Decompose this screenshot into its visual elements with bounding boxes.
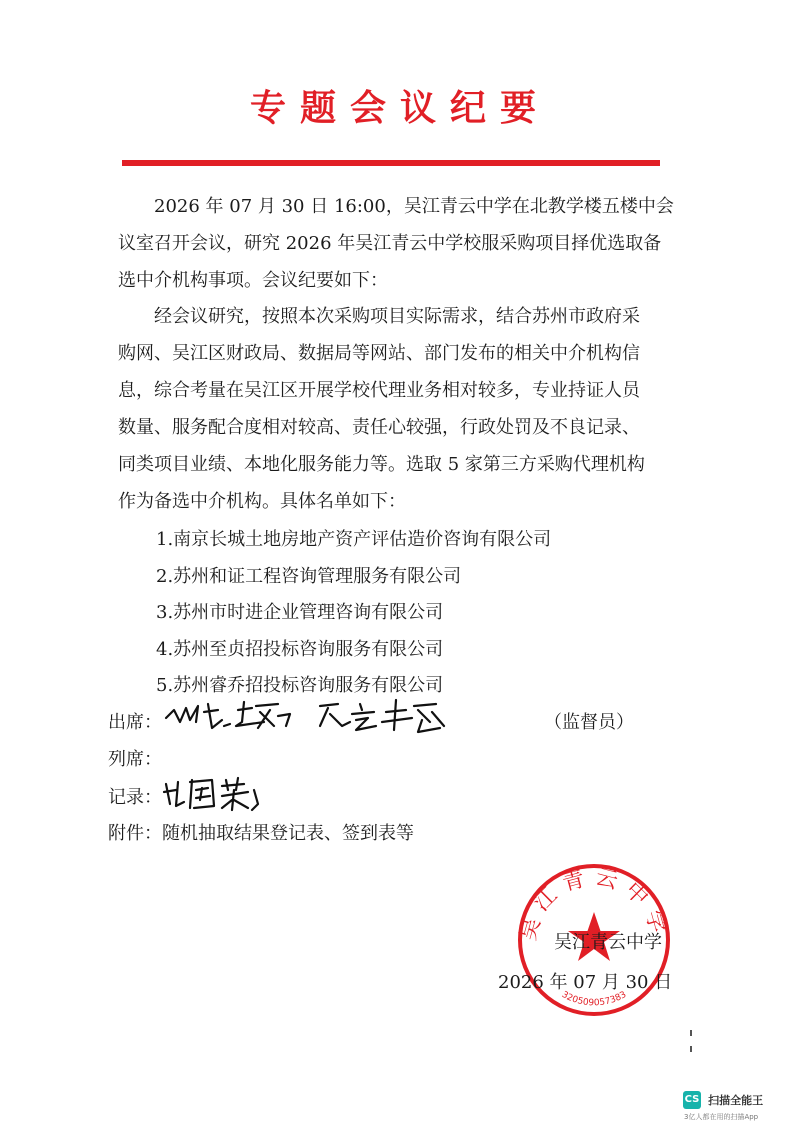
observers-label: 列席：: [108, 749, 162, 770]
agency-list-item: 5.苏州睿乔招投标咨询服务有限公司: [156, 675, 444, 696]
watermark-tagline: 3亿人都在用的扫描App: [684, 1113, 759, 1121]
title-divider: [122, 160, 660, 166]
paragraph-line: 议室召开会议，研究 2026 年吴江青云中学校服采购项目择优选取备: [118, 233, 662, 254]
paragraph-line: 同类项目业绩、本地化服务能力等。选取 5 家第三方采购代理机构: [118, 454, 645, 475]
agency-list-item: 2.苏州和证工程咨询管理服务有限公司: [156, 566, 462, 587]
seal-arc-text: 吴江青云中学: [515, 864, 673, 944]
recorder-label: 记录：: [108, 787, 162, 808]
document-title: 专题会议纪要: [249, 88, 550, 129]
paragraph-line: 作为备选中介机构。具体名单如下：: [118, 491, 406, 512]
watermark-app-name: 扫描全能王: [708, 1093, 764, 1107]
paragraph-line: 息，综合考量在吴江区开展学校代理业务相对较多，专业持证人员: [118, 380, 640, 401]
scan-mark: [690, 1046, 692, 1052]
scanner-watermark: [683, 1089, 791, 1109]
paragraph-decision: [118, 298, 678, 520]
signoff-date: 2026 年 07 月 30 日: [498, 972, 673, 993]
paragraph-line: 2026 年 07 月 30 日 16:00，吴江青云中学在北教学楼五楼中会: [154, 196, 674, 217]
agency-list-item: 1.南京长城土地房地产资产评估造价咨询有限公司: [156, 529, 552, 550]
attendee-signatures: [160, 692, 460, 740]
paragraph-meeting-info: [118, 188, 678, 299]
paragraph-line: 购网、吴江区财政局、数据局等网站、部门发布的相关中介机构信: [118, 343, 640, 364]
agency-list-item: 3.苏州市时进企业管理咨询有限公司: [156, 602, 444, 623]
cs-logo-icon: CS: [683, 1091, 701, 1109]
paragraph-line: 选中介机构事项。会议纪要如下：: [118, 270, 388, 291]
seal-code: 320509057383: [559, 989, 629, 1009]
supervisor-note: （监督员）: [544, 712, 634, 733]
attachments-line: 附件：随机抽取结果登记表、签到表等: [108, 823, 414, 844]
attendees-label: 出席：: [108, 712, 162, 733]
recorder-signature: [160, 770, 270, 816]
paragraph-line: 经会议研究，按照本次采购项目实际需求，结合苏州市政府采: [154, 306, 640, 327]
signoff-organization: 吴江青云中学: [554, 932, 662, 953]
scan-mark: [690, 1030, 692, 1036]
paragraph-line: 数量、服务配合度相对较高、责任心较强，行政处罚及不良记录、: [118, 417, 640, 438]
agency-list-item: 4.苏州至贞招投标咨询服务有限公司: [156, 639, 444, 660]
